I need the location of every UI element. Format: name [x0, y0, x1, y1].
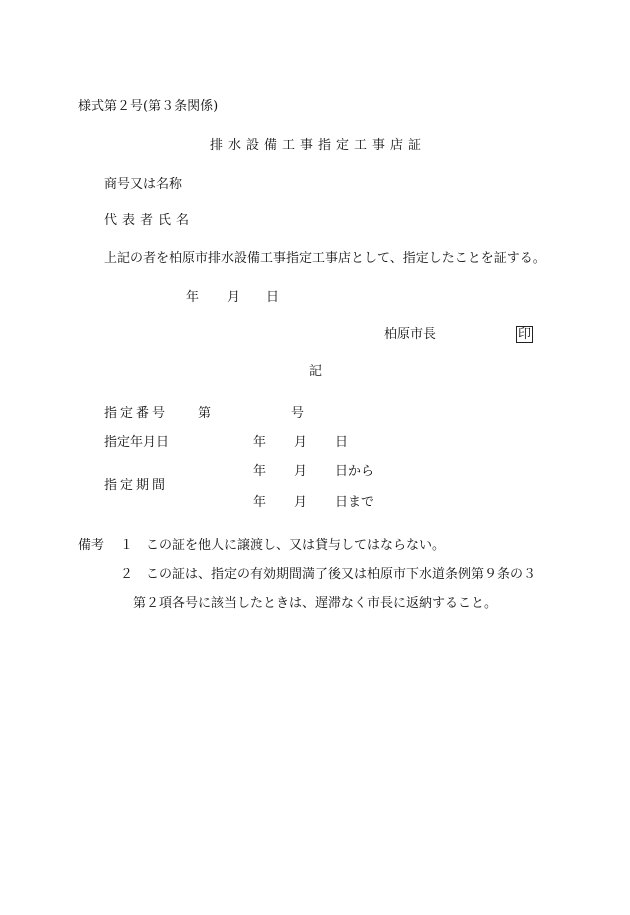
page-title: 排水設備工事指定工事店証: [210, 138, 427, 153]
note-2-number: ２: [120, 567, 134, 582]
note-1-text: この証を他人に譲渡し、又は貸与してはならない。: [146, 538, 446, 553]
issuer-name: 柏原市長: [384, 327, 437, 342]
note-1-number: １: [120, 538, 134, 553]
period-start-month: 月: [294, 464, 308, 479]
date-month: 月: [227, 290, 241, 305]
designated-date-label: 指定年月日: [104, 435, 170, 450]
date-year: 年: [186, 290, 200, 305]
designation-number-suffix: 号: [291, 406, 305, 421]
form-label: 様式第２号(第３条関係): [78, 99, 219, 114]
period-end-until: 日まで: [335, 495, 375, 510]
trade-name-label: 商号又は名称: [104, 177, 183, 192]
period-end-month: 月: [294, 495, 308, 510]
designated-date-month: 月: [294, 435, 308, 450]
designation-number-prefix: 第: [198, 406, 212, 421]
representative-label: 代表者氏名: [104, 213, 195, 228]
seal-mark: 印: [518, 327, 532, 342]
period-end-year: 年: [253, 495, 267, 510]
period-start-year: 年: [253, 464, 267, 479]
notes-label: 備考: [78, 538, 105, 553]
designated-date-year: 年: [253, 435, 267, 450]
ki-heading: 記: [309, 364, 323, 379]
designation-number-label: 指定番号: [104, 406, 169, 421]
note-2-text-continued: 第２項各号に該当したときは、遅滞なく市長に返納すること。: [133, 596, 498, 611]
period-start-from: 日から: [335, 464, 375, 479]
note-2-text: この証は、指定の有効期間満了後又は柏原市下水道条例第９条の３: [146, 567, 537, 582]
date-day: 日: [266, 290, 280, 305]
designated-date-day: 日: [335, 435, 349, 450]
certification-statement: 上記の者を柏原市排水設備工事指定工事店として、指定したことを証する。: [104, 251, 546, 266]
designation-period-label: 指定期間: [104, 478, 169, 493]
